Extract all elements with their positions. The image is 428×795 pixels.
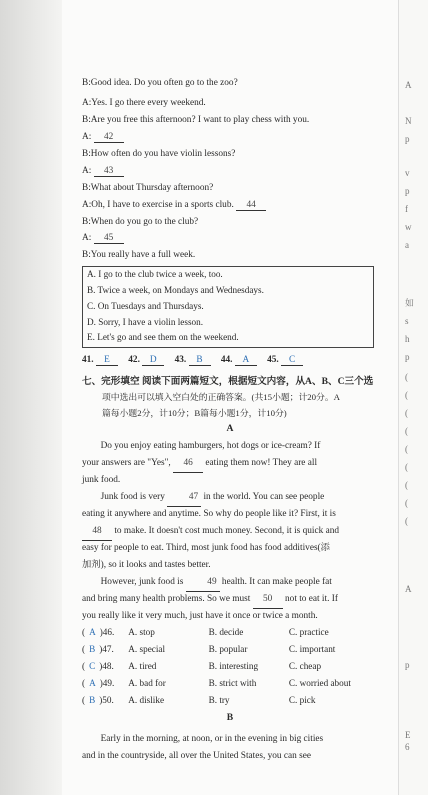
blank-42: 42 bbox=[94, 132, 124, 143]
choice-row: ( B )47. A. special B. popular C. important bbox=[82, 644, 336, 654]
dialog-line: B:You really have a full week. bbox=[82, 250, 196, 260]
choice-c: C. worried about bbox=[288, 678, 351, 688]
answer-row bbox=[82, 355, 311, 366]
choice-answer: B bbox=[89, 695, 96, 705]
edge-char: w bbox=[405, 222, 412, 232]
choice-number: )50. bbox=[99, 695, 114, 705]
edge-char: f bbox=[405, 204, 408, 214]
passage-line: you really like it very much, just have it once or twice a month. bbox=[82, 611, 318, 621]
edge-char: s bbox=[405, 316, 409, 326]
choice-row: ( A )49. A. bad for B. strict with C. worried about bbox=[82, 678, 351, 688]
option-e: E. Let's go and see them on the weekend. bbox=[87, 332, 239, 342]
section-title-line2: 项中选出可以填入空白处的正确答案。(共15小题；计20分。A bbox=[102, 392, 341, 402]
passage-line bbox=[82, 523, 392, 541]
choice-a: A. tired bbox=[128, 661, 157, 671]
choice-b: B. interesting bbox=[208, 661, 259, 671]
choice-number: )46. bbox=[99, 627, 115, 637]
edge-char: p bbox=[405, 134, 410, 144]
choice-number: )47. bbox=[99, 644, 114, 654]
passage-text: However, junk food is bbox=[100, 577, 184, 587]
answer-value: C bbox=[281, 355, 303, 366]
blank-46: 46 bbox=[173, 455, 203, 473]
passage-text: and bring many health problems. So we must bbox=[82, 594, 251, 604]
dialog-line: A:Yes. I go there every weekend. bbox=[82, 98, 206, 108]
choice-c: C. pick bbox=[288, 695, 316, 705]
edge-char: p bbox=[405, 660, 410, 670]
choice-row: ( A )46. A. stop B. decide C. practice bbox=[82, 627, 329, 637]
dialog-text: A:Oh, I have to exercise in a sports club. bbox=[82, 200, 234, 210]
blank-43: 43 bbox=[94, 166, 124, 177]
choice-c: C. cheap bbox=[288, 661, 322, 671]
edge-char: ( bbox=[405, 516, 408, 526]
passage-line: eating it anywhere and anytime. So why do people like it? First, it is bbox=[82, 509, 336, 519]
edge-char: A bbox=[405, 584, 412, 594]
answer-number: 45. bbox=[267, 355, 279, 365]
option-c: C. On Tuesdays and Thursdays. bbox=[87, 301, 204, 311]
blank-44: 44 bbox=[236, 200, 266, 211]
answer-number: 43. bbox=[174, 355, 187, 365]
option-a: A. I go to the club twice a week, too. bbox=[87, 269, 223, 279]
passage-line: and in the countryside, all over the United States, you can see bbox=[82, 751, 311, 761]
passage-line bbox=[82, 591, 392, 609]
edge-char: p bbox=[405, 186, 410, 196]
passage-text: eating them now! They are all bbox=[205, 458, 318, 468]
passage-text: Junk food is very bbox=[100, 492, 165, 502]
choice-b: B. popular bbox=[208, 644, 248, 654]
edge-char: ( bbox=[405, 390, 408, 400]
passage-line: Early in the morning, at noon, or in the evening in big cities bbox=[100, 734, 324, 744]
choice-answer: B bbox=[89, 644, 96, 654]
choice-number: )48. bbox=[99, 661, 114, 671]
blank-45: 45 bbox=[94, 233, 124, 244]
answer-value: D bbox=[142, 355, 164, 366]
passage-line bbox=[82, 455, 392, 473]
edge-char: ( bbox=[405, 408, 408, 418]
choice-a: A. stop bbox=[128, 627, 155, 637]
answer-number: 42. bbox=[128, 355, 140, 365]
edge-char: 如 bbox=[405, 298, 415, 308]
passage-line: 加剂), so it looks and tastes better. bbox=[82, 560, 211, 570]
passage-b-label: B bbox=[226, 712, 234, 723]
dialog-speaker: A: bbox=[82, 132, 92, 142]
edge-char: v bbox=[405, 168, 410, 178]
choice-answer: C bbox=[89, 661, 96, 671]
option-d: D. Sorry, I have a violin lesson. bbox=[87, 317, 204, 327]
dialog-line: B:How often do you have violin lessons? bbox=[82, 149, 236, 159]
passage-line: easy for people to eat. Third, most junk food has food additives(添 bbox=[82, 543, 330, 553]
blank-49: 49 bbox=[186, 574, 220, 592]
option-b: B. Twice a week, on Mondays and Wednesdays. bbox=[87, 285, 264, 295]
choice-row: ( B )50. A. dislike B. try C. pick bbox=[82, 695, 316, 705]
edge-char: ( bbox=[405, 480, 408, 490]
answer-number: 41. bbox=[82, 355, 94, 365]
choice-a: A. dislike bbox=[128, 695, 165, 705]
passage-text: in the world. You can see people bbox=[203, 492, 325, 502]
edge-char: E bbox=[405, 730, 411, 740]
section-title: 七、完形填空 阅读下面两篇短文，根据短文内容，从A、B、C三个选 bbox=[82, 376, 374, 387]
dialog-line: B:Are you free this afternoon? I want to play chess with you. bbox=[82, 115, 310, 125]
dialog-line: B:Good idea. Do you often go to the zoo? bbox=[82, 78, 238, 88]
dialog-line bbox=[82, 166, 124, 177]
choice-b: B. try bbox=[208, 695, 230, 705]
passage-text: to make. It doesn't cost much money. Second, it is quick and bbox=[114, 526, 340, 536]
blank-48: 48 bbox=[82, 523, 112, 541]
edge-char: ( bbox=[405, 462, 408, 472]
dialog-line: B:What about Thursday afternoon? bbox=[82, 183, 214, 193]
choice-a: A. special bbox=[128, 644, 166, 654]
passage-line: Do you enjoy eating hamburgers, hot dogs or ice-cream? If bbox=[100, 441, 321, 451]
choice-b: B. strict with bbox=[208, 678, 257, 688]
choice-b: B. decide bbox=[208, 627, 244, 637]
blank-50: 50 bbox=[253, 591, 283, 609]
choice-answer: A bbox=[89, 678, 96, 688]
edge-char: p bbox=[405, 352, 410, 362]
passage-line bbox=[82, 489, 392, 507]
choice-c: C. important bbox=[288, 644, 336, 654]
passage-line: junk food. bbox=[82, 475, 121, 485]
blank-47: 47 bbox=[167, 489, 201, 507]
edge-char: h bbox=[405, 334, 410, 344]
edge-char: N bbox=[405, 116, 412, 126]
options-box bbox=[82, 266, 374, 348]
passage-line bbox=[82, 574, 392, 592]
choice-c: C. practice bbox=[288, 627, 329, 637]
document-page bbox=[62, 0, 398, 795]
dialog-line bbox=[82, 200, 266, 211]
choice-a: A. bad for bbox=[128, 678, 166, 688]
passage-a-label: A bbox=[226, 423, 234, 434]
edge-char: ( bbox=[405, 498, 408, 508]
page-fold-shadow bbox=[0, 0, 62, 795]
dialog-speaker: A: bbox=[82, 166, 92, 176]
answer-value: E bbox=[96, 355, 118, 366]
edge-char: a bbox=[405, 240, 409, 250]
edge-char: ( bbox=[405, 372, 408, 382]
edge-char: A bbox=[405, 80, 412, 90]
adjacent-page-edge bbox=[398, 0, 428, 795]
section-title-line3: 篇每小题2分，计10分；B篇每小题1分，计10分) bbox=[102, 408, 287, 418]
choice-row: ( C )48. A. tired B. interesting C. cheap bbox=[82, 661, 322, 671]
passage-text: not to eat it. If bbox=[285, 594, 338, 604]
dialog-speaker: A: bbox=[82, 233, 92, 243]
edge-char: ( bbox=[405, 426, 408, 436]
answer-number: 44. bbox=[220, 355, 233, 365]
passage-text: your answers are "Yes", bbox=[82, 458, 171, 468]
dialog-line bbox=[82, 132, 124, 143]
choice-number: )49. bbox=[99, 678, 115, 688]
answer-value: A bbox=[235, 355, 257, 366]
answer-value: B bbox=[189, 355, 211, 366]
edge-char: ( bbox=[405, 444, 408, 454]
dialog-line bbox=[82, 233, 124, 244]
passage-text: health. It can make people fat bbox=[221, 577, 332, 587]
dialog-line: B:When do you go to the club? bbox=[82, 217, 199, 227]
edge-char: 6 bbox=[405, 742, 410, 752]
choice-answer: A bbox=[89, 627, 96, 637]
